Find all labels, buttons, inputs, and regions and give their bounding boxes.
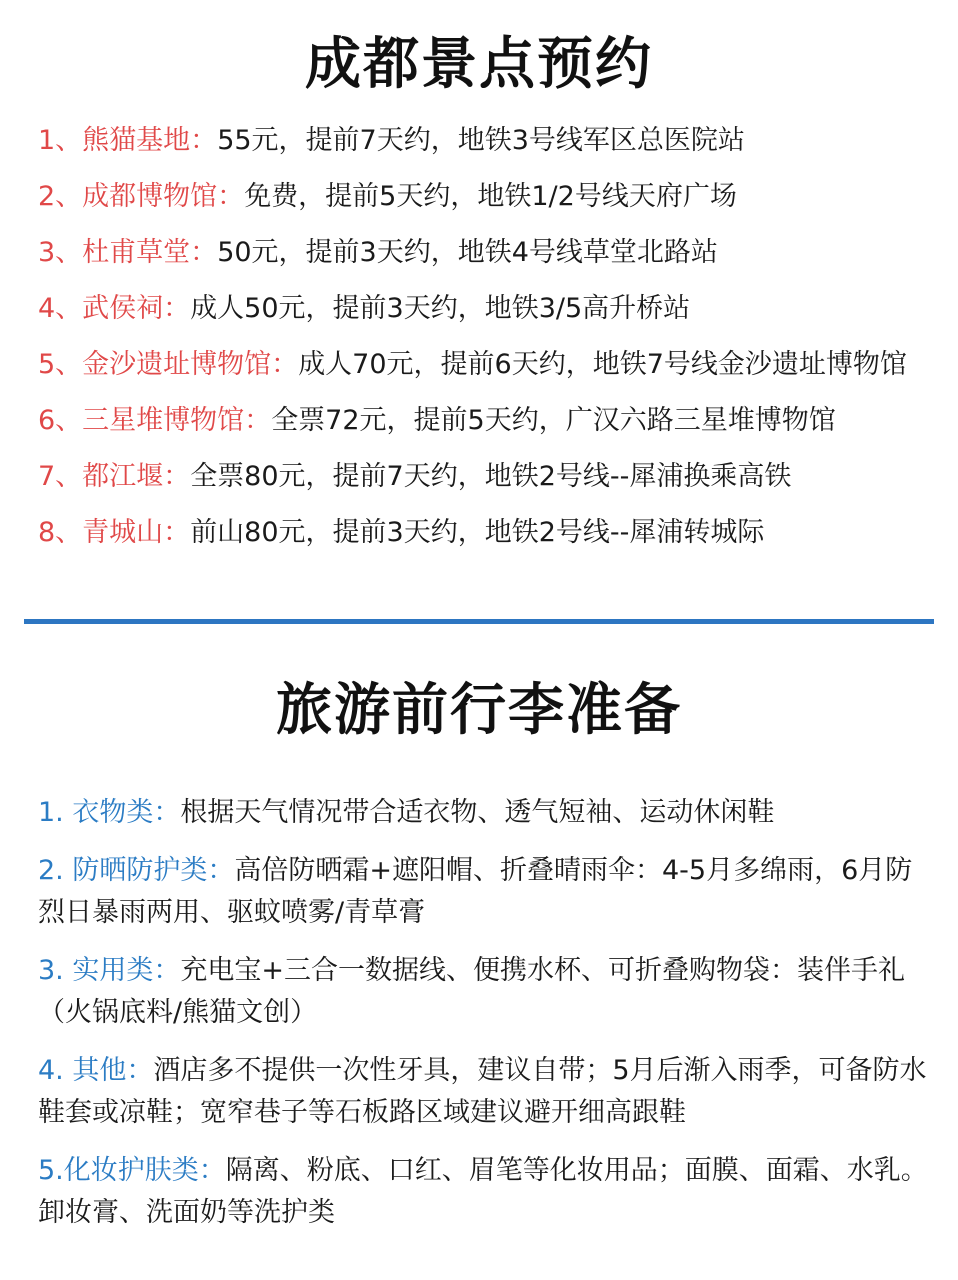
item-label: 3. 实用类： [38,955,181,986]
list-item [38,1150,928,1234]
item-text: 隔离、粉底、口红、眉笔等化妆用品；面膜、面霜、水乳。卸妆膏、洗面奶等洗护类 [38,1155,928,1228]
item-label: 4. 其他： [38,1055,154,1086]
item-label: 5.化妆护肤类： [38,1155,226,1186]
item-text: 成人50元，提前3天约，地铁3/5高升桥站 [190,293,691,324]
item-label: 2、成都博物馆： [38,181,245,212]
item-text: 根据天气情况带合适衣物、透气短袖、运动休闲鞋 [180,797,775,828]
item-text: 前山80元，提前3天约，地铁2号线--犀浦转城际 [190,517,765,548]
page-title-attractions: 成都景点预约 [305,32,653,97]
list-item [38,176,928,218]
list-item [38,456,928,498]
item-label: 4、武侯祠： [38,293,191,324]
page-title-packing: 旅游前行李准备 [276,678,682,743]
item-text: 全票80元，提前7天约，地铁2号线--犀浦换乘高铁 [190,461,792,492]
item-label: 3、杜甫草堂： [38,237,218,268]
list-item [38,792,928,834]
item-text: 50元，提前3天约，地铁4号线草堂北路站 [217,237,718,268]
item-label: 1. 衣物类： [38,797,181,828]
item-text: 全票72元，提前5天约，广汉六路三星堆博物馆 [271,405,836,436]
item-text: 充电宝+三合一数据线、便携水杯、可折叠购物袋：装伴手礼（火锅底料/熊猫文创） [38,955,905,1028]
item-label: 1、熊猫基地： [38,125,218,156]
item-label: 2. 防晒防护类： [38,855,235,886]
list-item [38,232,928,274]
item-label: 5、金沙遗址博物馆： [38,349,299,380]
list-item [38,512,928,554]
item-text: 成人70元，提前6天约，地铁7号线金沙遗址博物馆 [298,349,907,380]
item-text: 55元，提前7天约，地铁3号线军区总医院站 [217,125,745,156]
list-item [38,950,928,1034]
list-item [38,344,928,386]
item-text: 高倍防晒霜+遮阳帽、折叠晴雨伞：4-5月多绵雨，6月防烈日暴雨两用、驱蚊喷雾/青草膏 [38,855,913,928]
list-item [38,120,928,162]
item-label: 7、都江堰： [38,461,191,492]
attraction-list [0,120,958,568]
item-label: 6、三星堆博物馆： [38,405,272,436]
list-item [38,400,928,442]
list-item [38,850,928,934]
list-item [38,1050,928,1134]
list-item [38,288,928,330]
section-divider [24,619,934,624]
item-text: 酒店多不提供一次性牙具，建议自带；5月后渐入雨季，可备防水鞋套或凉鞋；宽窄巷子等石板路区域建议避开细高跟鞋 [38,1055,927,1128]
packing-list [0,792,958,1250]
item-text: 免费，提前5天约，地铁1/2号线天府广场 [244,181,737,212]
item-label: 8、青城山： [38,517,191,548]
